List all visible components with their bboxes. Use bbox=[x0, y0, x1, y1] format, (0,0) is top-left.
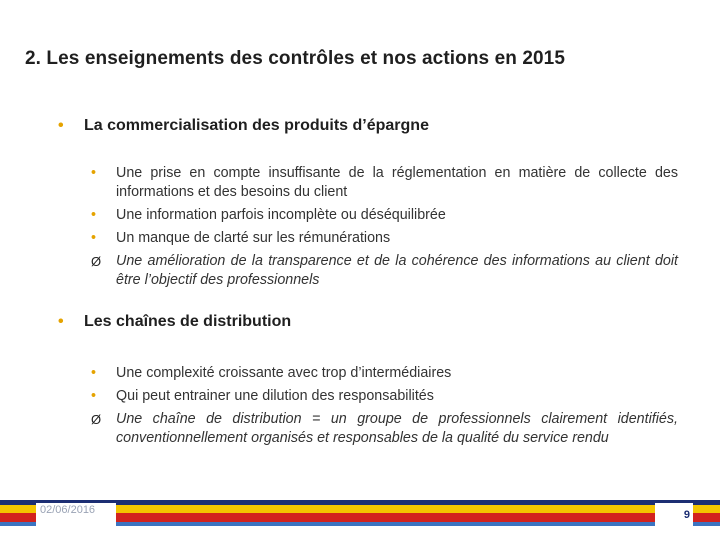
list-item bbox=[91, 229, 678, 248]
list-item bbox=[91, 164, 678, 202]
list-item-text: Qui peut entrainer une dilution des responsabilités bbox=[116, 388, 434, 404]
conclusion-text: Une amélioration de la transparence et de la cohérence des informations au client doit être l’objectif des professionnels bbox=[116, 253, 678, 288]
section-heading bbox=[58, 117, 698, 135]
bullet-icon: • bbox=[91, 230, 97, 246]
list-item-text: Une complexité croissante avec trop d’intermédiaires bbox=[116, 365, 452, 381]
arrow-bullet-icon: Ø bbox=[91, 412, 102, 427]
list-item-text: Un manque de clarté sur les rémunérations bbox=[116, 230, 391, 246]
list-item bbox=[91, 364, 678, 383]
bullet-icon: • bbox=[58, 313, 64, 330]
bullet-icon: • bbox=[91, 365, 97, 381]
bullet-icon: • bbox=[91, 388, 97, 404]
list-item bbox=[91, 387, 678, 406]
section-savings bbox=[58, 117, 698, 135]
footer-band bbox=[0, 500, 720, 526]
page-number: 9 bbox=[683, 509, 690, 521]
arrow-bullet-icon: Ø bbox=[91, 254, 102, 269]
footer-date: 02/06/2016 bbox=[40, 504, 96, 516]
list-item-text: Une information parfois incomplète ou déséquilibrée bbox=[116, 207, 446, 223]
bullet-icon: • bbox=[58, 117, 64, 134]
section-heading-text: Les chaînes de distribution bbox=[84, 313, 292, 330]
bullet-icon: • bbox=[91, 207, 97, 223]
bullet-icon: • bbox=[91, 165, 97, 181]
list-item-text: Une prise en compte insuffisante de la réglementation en matière de collecte des informations et des besoins du client bbox=[116, 165, 678, 200]
savings-list bbox=[91, 164, 678, 294]
section-heading-text: La commercialisation des produits d’épargne bbox=[84, 117, 429, 134]
section-distribution bbox=[58, 313, 698, 331]
section-heading bbox=[58, 313, 698, 331]
conclusion-item bbox=[91, 252, 678, 290]
conclusion-item bbox=[91, 410, 678, 448]
list-item bbox=[91, 206, 678, 225]
distribution-list bbox=[91, 364, 678, 452]
slide-title: 2. Les enseignements des contrôles et nos actions en 2015 bbox=[25, 48, 566, 69]
conclusion-text: Une chaîne de distribution = un groupe de professionnels clairement identifiés, conventionnellement organisés et responsables de la qualité du service rendu bbox=[116, 411, 678, 446]
